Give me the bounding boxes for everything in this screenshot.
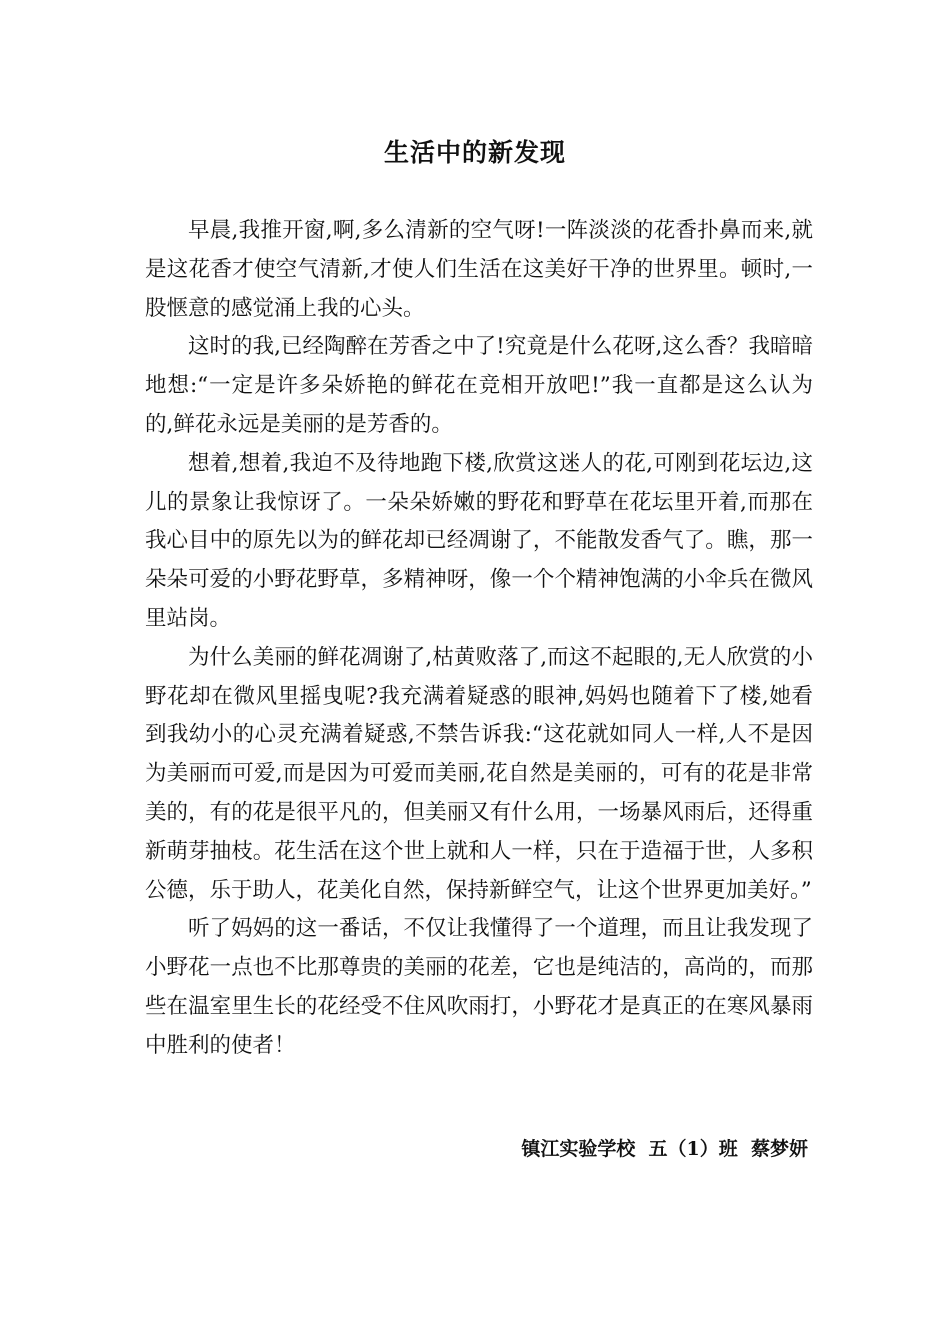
- paragraph-3: 想着,想着,我迫不及待地跑下楼,欣赏这迷人的花,可刚到花坛边,这儿的景象让我惊讶了。一朵朵娇嫩的野花和野草在花坛里开着,而那在我心目中的原先以为的鲜花却已经凋谢了，不能散发香气了。瞧，那一朵朵可爱的小野花野草，多精神呀，像一个个精神饱满的小伞兵在微风里站岗。: [145, 450, 813, 631]
- document-title: 生活中的新发现: [383, 138, 566, 167]
- author-signature: 镇江实验学校 五（1）班 蔡梦妍: [521, 1138, 808, 1160]
- paragraph-2: 这时的我,已经陶醉在芳香之中了!究竟是什么花呀,这么香？我暗暗地想:“一定是许多朵娇艳的鲜花在竞相开放吧!”我一直都是这么认为的,鲜花永远是美丽的是芳香的。: [145, 334, 813, 437]
- paragraph-1: 早晨,我推开窗,啊,多么清新的空气呀!一阵淡淡的花香扑鼻而来,就是这花香才使空气清新,才使人们生活在这美好干净的世界里。顿时,一股惬意的感觉涌上我的心头。: [145, 218, 813, 321]
- paragraph-5: 听了妈妈的这一番话，不仅让我懂得了一个道理，而且让我发现了小野花一点也不比那尊贵的美丽的花差，它也是纯洁的，高尚的，而那些在温室里生长的花经受不住风吹雨打，小野花才是真正的在寒风暴雨中胜利的使者！: [145, 916, 813, 1058]
- essay-body: [145, 212, 813, 1066]
- paragraph-4: 为什么美丽的鲜花凋谢了,枯黄败落了,而这不起眼的,无人欣赏的小野花却在微风里摇曳呢?我充满着疑惑的眼神,妈妈也随着下了楼,她看到我幼小的心灵充满着疑惑,不禁告诉我:“这花就如同人一样,人不是因为美丽而可爱,而是因为可爱而美丽,花自然是美丽的，可有的花是非常美的，有的花是很平凡的，但美丽又有什么用，一场暴风雨后，还得重新萌芽抽枝。花生活在这个世上就和人一样，只在于造福于世，人多积公德，乐于助人，花美化自然，保持新鲜空气，让这个世界更加美好。”: [145, 644, 813, 903]
